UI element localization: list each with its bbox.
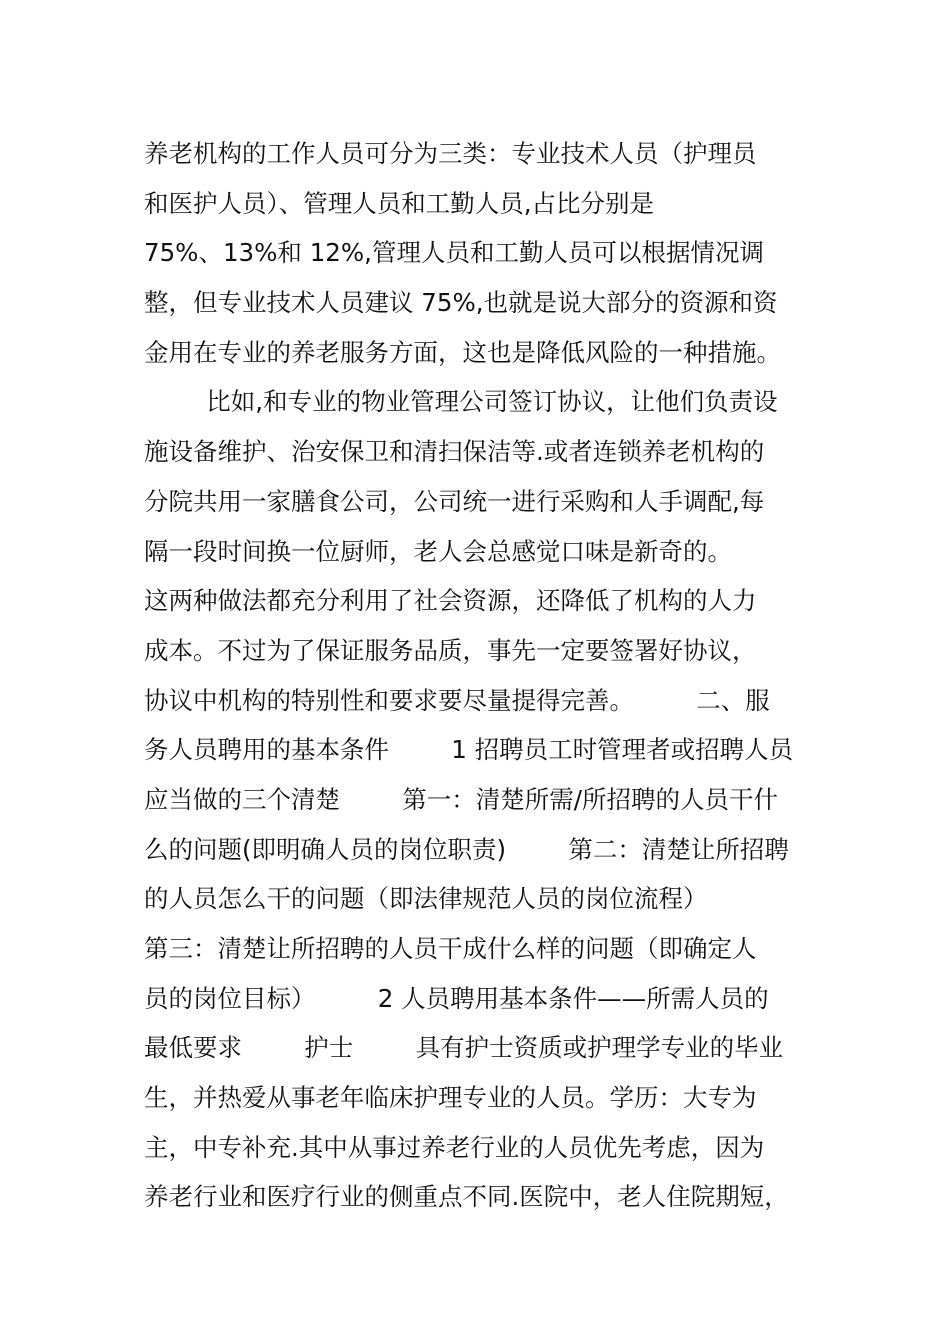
text-line: 75%、13%和 12%,管理人员和工勤人员可以根据情况调 [144, 238, 764, 268]
text-line: 养老机构的工作人员可分为三类：专业技术人员（护理员 [144, 139, 757, 168]
text-line: 主，中专补充.其中从事过养老行业的人员优先考虑，因为 [144, 1132, 765, 1162]
text-line: 应当做的三个清楚 第一：清楚所需/所招聘的人员干什 [144, 784, 779, 814]
text-line: 养老行业和医疗行业的侧重点不同.医院中，老人住院期短， [144, 1182, 789, 1212]
text-line: 第三：清楚让所招聘的人员干成什么样的问题（即确定人 [144, 934, 757, 963]
text-line: 比如,和专业的物业管理公司签订协议，让他们负责设 [144, 387, 778, 417]
text-line: 和医护人员）、管理人员和工勤人员,占比分别是 [144, 188, 655, 218]
text-line: 金用在专业的养老服务方面，这也是降低风险的一种措施。 [144, 337, 781, 367]
text-line: 这两种做法都充分利用了社会资源，还降低了机构的人力 [144, 586, 757, 616]
body-text [144, 129, 814, 1222]
text-line: 隔一段时间换一位厨师，老人会总感觉口味是新奇的。 [144, 536, 732, 566]
text-line: 协议中机构的特别性和要求要尽量提得完善。 二、服 [144, 685, 770, 715]
text-line: 生，并热爱从事老年临床护理专业的人员。学历：大专为 [144, 1083, 757, 1113]
text-line: 分院共用一家膳食公司，公司统一进行采购和人手调配,每 [144, 486, 765, 516]
text-line: 员的岗位目标） 2 人员聘用基本条件——所需人员的 [144, 983, 769, 1013]
text-line: 成本。不过为了保证服务品质，事先一定要签署好协议， [144, 635, 757, 665]
text-line: 整，但专业技术人员建议 75%,也就是说大部分的资源和资 [144, 288, 778, 318]
text-line: 务人员聘用的基本条件 1 招聘员工时管理者或招聘人员 [144, 735, 794, 765]
text-line: 施设备维护、治安保卫和清扫保洁等.或者连锁养老机构的 [144, 437, 765, 467]
text-line: 么的问题(即明确人员的岗位职责) 第二：清楚让所招聘 [144, 834, 789, 864]
text-line: 最低要求 护士 具有护士资质或护理学专业的毕业 [144, 1033, 784, 1063]
text-line: 的人员怎么干的问题（即法律规范人员的岗位流程） [144, 884, 708, 914]
